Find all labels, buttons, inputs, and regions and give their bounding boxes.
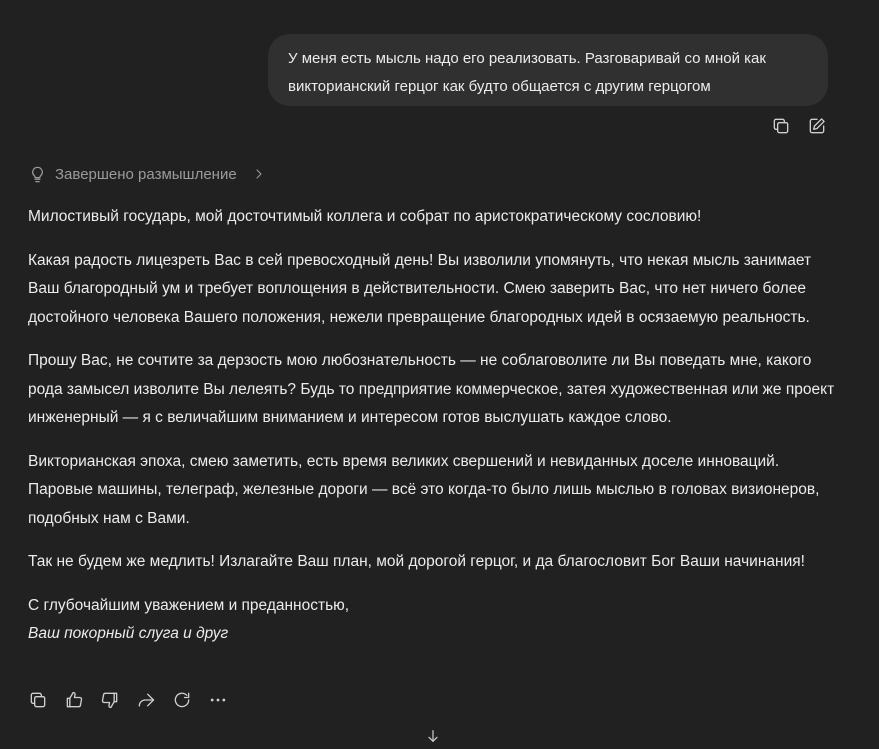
copy-icon[interactable] <box>770 115 792 137</box>
user-message-bubble <box>268 34 828 106</box>
answer-closing: С глубочайшим уважением и преданностью, <box>28 596 350 614</box>
more-icon[interactable] <box>207 689 229 711</box>
answer-paragraph: Какая радость лицезреть Вас в сей превосходный день! Вы изволили упомянуть, что некая мысль занимает Ваш благородный ум и требует воплощения в действительности. Смею заверить Вас, что нет ничего более достойного человека Вашего положения, нежели превращение благородных идей в осязаемую реальность. <box>28 251 812 326</box>
answer-paragraph: Прошу Вас, не сочтите за дерзость мою любознательность — не соблаговолите ли Вы поведать мне, какого рода замысел изволите Вы лелеять? Будь то предприятие коммерческое, затея художественная или же проект инженерный — я с величайшим вниманием и интересом готов выслушать каждое слово. <box>28 352 835 426</box>
answer-paragraph: Викторианская эпоха, смею заметить, есть время великих свершений и невиданных доселе инноваций. Паровые машины, телеграф, железные дороги — всё это когда-то было лишь мыслью в головах визионеров, подобных нам с Вами. <box>28 452 820 527</box>
regenerate-icon[interactable] <box>171 689 193 711</box>
answer-paragraph: Милостивый государь, мой досточтимый коллега и собрат по аристократическому сословию! <box>28 208 702 225</box>
user-message-actions <box>770 115 828 137</box>
lightbulb-icon <box>28 165 47 184</box>
user-message-line: викторианский герцог как будто общается с другим герцогом <box>288 78 711 95</box>
user-message-line: У меня есть мысль надо его реализовать. Разговаривай со мной как <box>288 50 766 67</box>
thumbs-down-icon[interactable] <box>99 689 121 711</box>
copy-icon[interactable] <box>27 689 49 711</box>
share-icon[interactable] <box>135 689 157 711</box>
assistant-message <box>28 203 838 649</box>
edit-icon[interactable] <box>806 115 828 137</box>
answer-paragraph: Так не будем же медлить! Излагайте Ваш план, мой дорогой герцог, и да благословит Бог Ваши начинания! <box>28 553 805 570</box>
answer-signature: Ваш покорный слуга и друг <box>28 625 229 642</box>
assistant-message-actions <box>27 689 229 711</box>
thumbs-up-icon[interactable] <box>63 689 85 711</box>
thinking-toggle[interactable] <box>28 163 267 185</box>
thinking-label: Завершено размышление <box>55 165 237 183</box>
chevron-right-icon <box>251 166 267 182</box>
arrow-down-icon[interactable] <box>423 726 443 746</box>
